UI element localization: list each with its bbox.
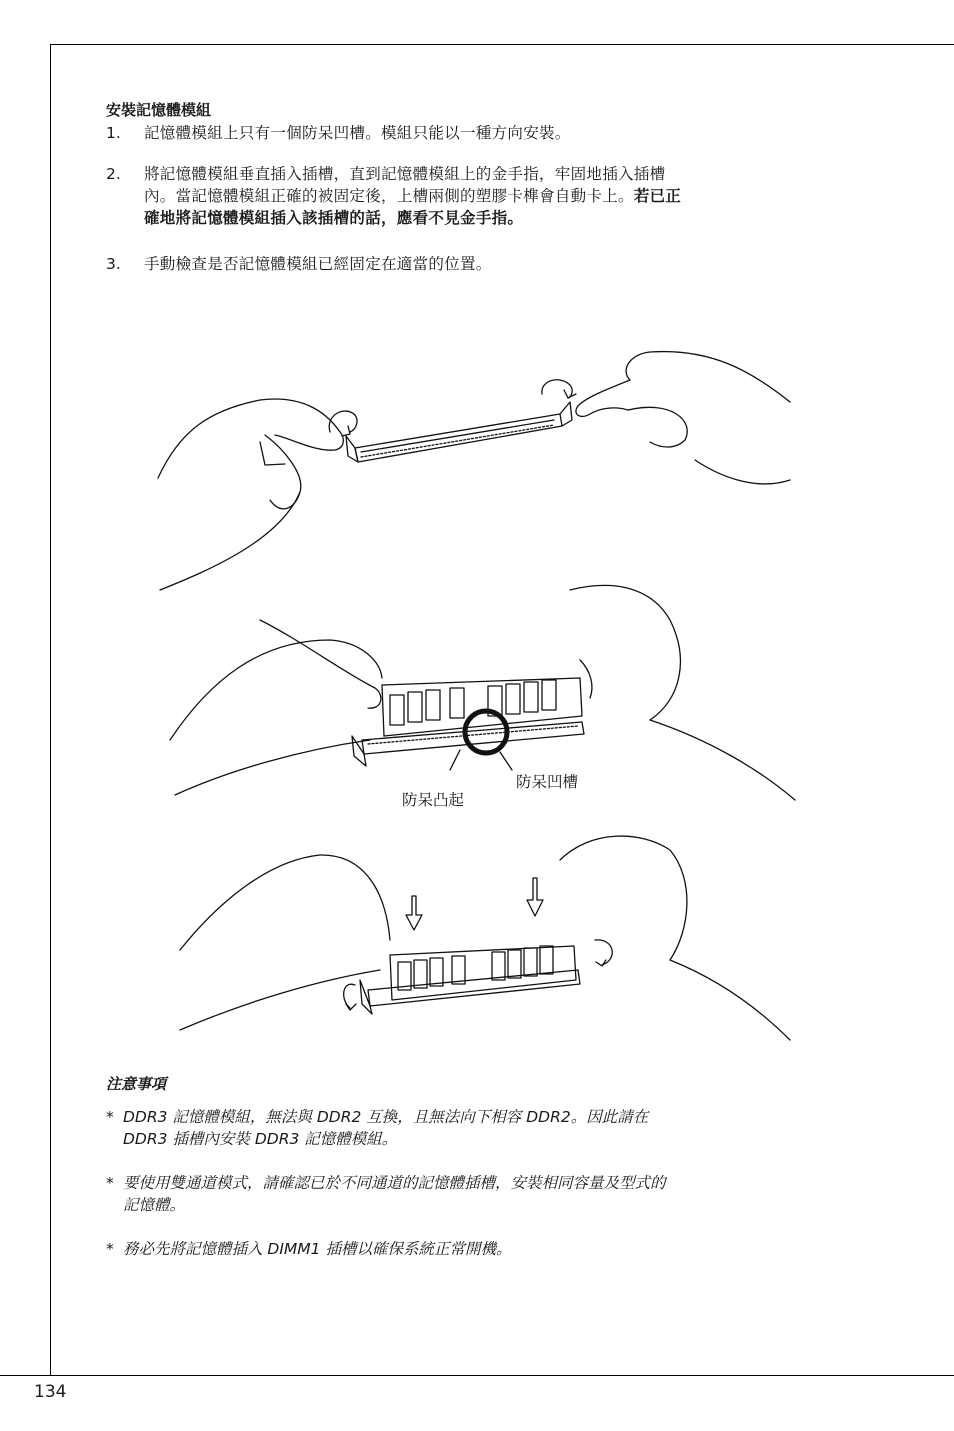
note-item (106, 1106, 836, 1150)
page-number: 134 (34, 1382, 67, 1402)
step-2 (106, 163, 836, 229)
note-text (123, 1172, 836, 1216)
step-text-line: 內。當記憶體模組正確的被固定後，上槽兩側的塑膠卡榫會自動卡上。 (144, 187, 634, 205)
note-text (123, 1106, 836, 1150)
note-bullet: * (106, 1174, 114, 1192)
step-bold-text: 若已正 (633, 187, 682, 205)
step-text: 手動檢查是否記憶體模組已經固定在適當的位置。 (144, 255, 492, 273)
step-text: 記憶體模組上只有一個防呆凹槽。模組只能以一種方向安裝。 (144, 124, 571, 142)
note-text: 務必先將記憶體插入 DIMM1 插槽以確保系統正常開機。 (123, 1240, 512, 1258)
note-line: DDR3 插槽內安裝 DDR3 記憶體模組。 (123, 1130, 398, 1148)
illustration-open-slot (158, 352, 790, 590)
key-label: 防呆凸起 (402, 791, 465, 809)
illustration-align-module (170, 585, 795, 800)
note-bullet: * (106, 1240, 114, 1258)
step-text (144, 163, 836, 229)
step-number: 3. (106, 255, 121, 273)
page-frame-top (50, 44, 954, 45)
notes-title: 注意事項 (106, 1075, 167, 1093)
step-number: 2. (106, 165, 121, 183)
memory-install-illustration (150, 340, 800, 1050)
step-1 (106, 122, 836, 144)
note-line: DDR3 記憶體模組，無法與 DDR2 互換，且無法向下相容 DDR2。因此請在 (123, 1108, 649, 1126)
page-frame-bottom (0, 1375, 954, 1376)
step-3 (106, 253, 836, 275)
note-line: 要使用雙通道模式，請確認已於不同通道的記憶體插槽，安裝相同容量及型式的 (123, 1174, 666, 1192)
note-item (106, 1238, 836, 1260)
note-item (106, 1172, 836, 1216)
note-line: 記憶體。 (123, 1196, 186, 1214)
illustration-press-module (180, 836, 790, 1040)
page-frame-left (50, 44, 51, 1375)
section-title: 安裝記憶體模組 (106, 101, 212, 119)
step-bold-text: 確地將記憶體模組插入該插槽的話，應看不見金手指。 (144, 209, 524, 227)
step-text-line: 將記憶體模組垂直插入插槽，直到記憶體模組上的金手指，牢固地插入插槽 (144, 165, 666, 183)
step-number: 1. (106, 124, 121, 142)
note-bullet: * (106, 1108, 114, 1126)
notch-label: 防呆凹槽 (516, 773, 579, 791)
